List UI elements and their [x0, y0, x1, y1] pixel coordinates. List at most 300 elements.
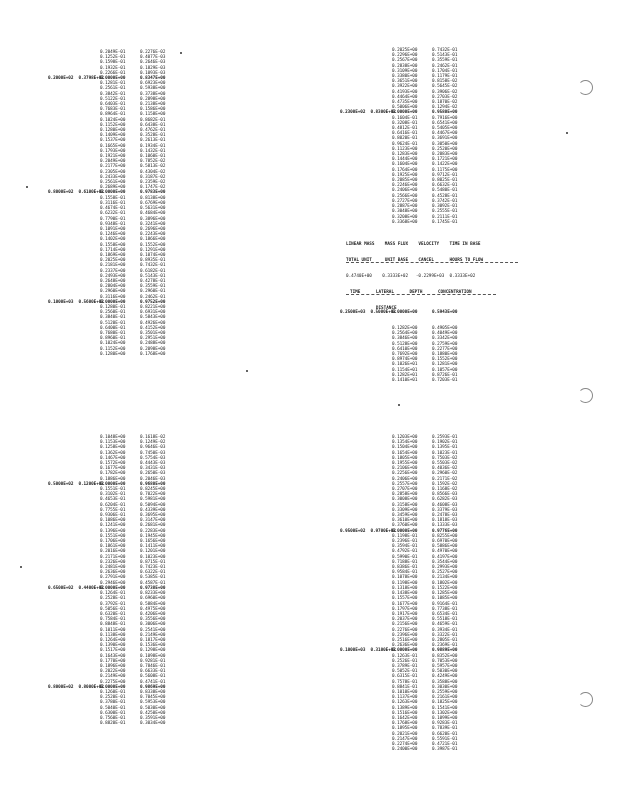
- row-value-a: 0.5052E-01: [392, 669, 418, 675]
- row-value-b: 0.1522E+00: [432, 585, 458, 591]
- row-value-b: 0.2650E-03: [140, 471, 166, 477]
- row-value-b: 0.6970E+00: [432, 539, 458, 545]
- row-value-a: 0.7560E-01: [100, 715, 126, 721]
- row-value-a: 0.2526E-01: [392, 658, 418, 664]
- row-value-a: 0.3594E-01: [392, 544, 418, 550]
- row-value-a: 0.6300E-01: [100, 710, 126, 716]
- summary-divider: [346, 262, 518, 263]
- row-value-b: 0.5030E+00: [432, 669, 458, 675]
- row-value-b: 0.1592E-02: [432, 481, 458, 487]
- row-value-a: 0.1354E+00: [392, 440, 418, 446]
- row-key: 0.9500E+02 0.9700E+02: [340, 528, 396, 534]
- row-value-b: 0.9283E-01: [432, 721, 458, 727]
- concentration-value: 0.5943E+00: [432, 310, 458, 316]
- row-value-b: 0.9281E-01: [140, 658, 166, 664]
- concentration-value: 0.1057E+00: [432, 367, 458, 373]
- row-value-b: 0.4721E-01: [432, 741, 458, 747]
- row-value-a: 0.1438E+00: [392, 591, 418, 597]
- row-value-b: 0.2083E+00: [432, 152, 458, 158]
- row-value-a: 0.2433E+00: [100, 174, 126, 180]
- row-value-b: 0.6620E-01: [432, 731, 458, 737]
- row-value-a: 0.4193E+00: [392, 89, 418, 95]
- row-value-a: 0.1263E+00: [392, 700, 418, 706]
- row-value-a: 0.2266E-01: [100, 70, 126, 76]
- row-value-a: 0.1281E-01: [100, 81, 126, 87]
- row-value-a: 0.2276E+00: [392, 627, 418, 633]
- row-value-a: 0.1955E+00: [392, 461, 418, 467]
- row-value-a: 0.9584E-01: [392, 570, 418, 576]
- row-value-b: 0.2555E-01: [432, 209, 458, 215]
- concentration-distance: 0.2564E+00: [392, 331, 418, 337]
- row-value-b: 0.4659E-01: [432, 622, 458, 628]
- row-value-a: 0.1396E+00: [100, 528, 126, 534]
- scan-speck: [20, 566, 22, 568]
- row-value-a: 0.1537E+00: [100, 138, 126, 144]
- row-value-b: 0.3241E+00: [140, 221, 166, 227]
- row-value-a: 0.3842E-01: [100, 91, 126, 97]
- row-value-a: 0.3158E+00: [392, 502, 418, 508]
- row-value-a: 0.0000E+00: [100, 684, 126, 690]
- row-value-a: 0.1516E+00: [392, 710, 418, 716]
- row-value-b: 0.1168E-02: [432, 487, 458, 493]
- row-value-a: 0.5056E-01: [100, 606, 126, 612]
- row-value-a: 0.2858E+00: [392, 492, 418, 498]
- concentration-col-head-2: DISTANCE: [350, 306, 397, 312]
- row-value-a: 0.1925E+00: [392, 172, 418, 178]
- row-key: 0.5000E+02 0.1200E+02: [48, 481, 104, 487]
- row-value-a: 0.1153E+00: [100, 440, 126, 446]
- row-value-b: 0.5884E+00: [140, 601, 166, 607]
- row-value-b: 0.2951E+00: [140, 336, 166, 342]
- row-value-a: 0.9624E-01: [392, 141, 418, 147]
- row-value-b: 0.2462E-01: [140, 294, 166, 300]
- row-value-b: 0.3695E+00: [140, 513, 166, 519]
- row-value-a: 0.3792E-01: [100, 601, 126, 607]
- row-value-b: 0.2098E+00: [140, 346, 166, 352]
- row-value-b: 0.5405E+00: [432, 126, 458, 132]
- row-value-a: 0.2256E+00: [392, 471, 418, 477]
- row-value-a: 0.3380E+00: [392, 74, 418, 80]
- row-value-b: 0.4608E-03: [432, 502, 458, 508]
- row-value-a: 0.2960E+00: [100, 289, 126, 295]
- row-value-a: 0.2406E+00: [392, 476, 418, 482]
- concentration-distance: 0.1154E+01: [392, 367, 418, 373]
- row-value-a: 0.8848E-01: [100, 622, 126, 628]
- row-value-b: 0.6438E-01: [140, 122, 166, 128]
- table-row: [48, 352, 165, 357]
- scan-speck: [566, 132, 568, 134]
- row-value-b: 0.8715E-01: [140, 559, 166, 565]
- row-value-b: 0.2541E+00: [140, 627, 166, 633]
- row-value-a: 0.3208E+00: [392, 214, 418, 220]
- row-value-a: 0.1467E+00: [100, 455, 126, 461]
- row-value-a: 0.2528E-01: [100, 596, 126, 602]
- row-value-a: 0.1805E+00: [392, 455, 418, 461]
- row-value-b: 0.6182E-01: [140, 268, 166, 274]
- summary-values: 0.4740E+00 0.3333E+02 -0.2299E+03 0.3333E+02: [346, 273, 476, 279]
- row-value-a: 0.3102E-01: [100, 492, 126, 498]
- row-value-a: 0.1086E+00: [100, 518, 126, 524]
- row-value-a: 0.7584E-01: [100, 617, 126, 623]
- row-value-b: 0.4587E-01: [140, 580, 166, 586]
- binder-hole-middle: [578, 388, 593, 403]
- row-value-b: 0.7839E-01: [432, 726, 458, 732]
- row-value-b: 0.9738E+00: [140, 585, 166, 591]
- row-value-b: 0.2520E+00: [432, 146, 458, 152]
- concentration-divider: [346, 294, 496, 295]
- row-value-b: 0.3896E+00: [140, 216, 166, 222]
- row-value-b: 0.5843E+00: [140, 315, 166, 321]
- row-value-a: 0.2305E+00: [100, 169, 126, 175]
- row-value-a: 0.2727E+00: [392, 198, 418, 204]
- row-value-a: 0.7188E-01: [392, 559, 418, 565]
- row-value-b: 0.5813E-02: [140, 164, 166, 170]
- row-key: 0.2000E+02 0.3798E+02: [48, 76, 104, 82]
- row-value-a: 0.6204E-01: [100, 502, 126, 508]
- binder-hole-bottom: [578, 692, 593, 707]
- row-value-b: 0.3006E+00: [140, 622, 166, 628]
- row-value-b: 0.3034E+00: [140, 721, 166, 727]
- row-value-b: 0.4197E+00: [432, 554, 458, 560]
- row-value-b: 0.9580E+00: [432, 110, 458, 116]
- row-value-a: 0.9348E-01: [100, 221, 126, 227]
- row-value-a: 0.2246E+00: [392, 183, 418, 189]
- row-value-a: 0.1010E+00: [392, 689, 418, 695]
- row-value-b: 0.5480E-01: [432, 188, 458, 194]
- row-value-b: 0.1179E-01: [432, 74, 458, 80]
- row-value-b: 0.2134E+00: [432, 575, 458, 581]
- row-value-b: 0.4077E-03: [140, 55, 166, 61]
- table-row: [340, 747, 457, 752]
- row-value-b: 0.3092E-01: [432, 204, 458, 210]
- row-value-a: 0.0000E+00: [392, 648, 418, 654]
- row-value-b: 0.9889E+00: [432, 648, 458, 654]
- row-value-b: 0.4684E+00: [140, 211, 166, 217]
- row-value-b: 0.2462E-01: [432, 63, 458, 69]
- row-value-b: 0.9783E+00: [140, 190, 166, 196]
- row-key: 0.8000E+02 0.6100E+02: [48, 190, 104, 196]
- concentration-value: 0.7203E-01: [432, 378, 458, 384]
- row-value-a: 0.2275E+00: [100, 679, 126, 685]
- row-value-b: 0.2527E+00: [432, 570, 458, 576]
- row-value-a: 0.3208E-01: [392, 120, 418, 126]
- row-value-a: 0.1782E+00: [100, 471, 126, 477]
- row-value-b: 0.4741E-01: [140, 679, 166, 685]
- scan-speck: [246, 370, 248, 372]
- row-value-b: 0.4278E-01: [140, 278, 166, 284]
- row-value-b: 0.2960E-01: [140, 289, 166, 295]
- row-value-b: 0.7045E+00: [140, 695, 166, 701]
- row-value-a: 0.1078E+00: [392, 575, 418, 581]
- row-value-a: 0.2049E-01: [100, 50, 126, 55]
- row-value-b: 0.1536E+00: [140, 643, 166, 649]
- row-value-a: 0.4464E+00: [392, 94, 418, 100]
- row-value-a: 0.1198E-01: [392, 533, 418, 539]
- row-value-b: 0.6322E-01: [140, 570, 166, 576]
- row-value-b: 0.2703E-02: [432, 94, 458, 100]
- row-value-b: 0.8233E+00: [140, 591, 166, 597]
- row-value-a: 0.2516E+00: [392, 637, 418, 643]
- row-value-a: 0.5120E-01: [100, 320, 126, 326]
- row-value-b: 0.5754E-03: [140, 455, 166, 461]
- row-value-a: 0.8020E-01: [392, 136, 418, 142]
- row-value-a: 0.2106E+00: [392, 466, 418, 472]
- row-value-a: 0.1604E+00: [392, 162, 418, 168]
- row-value-a: 0.2561E+00: [100, 180, 126, 186]
- row-value-b: 0.7738E-01: [432, 606, 458, 612]
- row-key: 0.2300E+02 0.8300E+02: [340, 110, 396, 116]
- row-value-b: 0.5608E-01: [140, 674, 166, 680]
- row-value-a: 0.3116E-01: [100, 200, 126, 206]
- row-value-b: 0.1249E-02: [140, 440, 166, 446]
- row-value-a: 0.1362E+00: [100, 450, 126, 456]
- table-row: [340, 220, 457, 225]
- row-value-b: 0.1945E+00: [140, 533, 166, 539]
- row-value-b: 0.1294E-02: [432, 105, 458, 111]
- row-value-b: 0.6923E+00: [140, 81, 166, 87]
- row-value-b: 0.5143E-01: [432, 53, 458, 59]
- row-value-b: 0.8255E+00: [432, 533, 458, 539]
- row-value-a: 0.1604E-01: [392, 115, 418, 121]
- concentration-first-key: [340, 310, 457, 315]
- row-value-b: 0.1541E+00: [432, 705, 458, 711]
- row-value-b: 0.9752E+00: [140, 299, 166, 305]
- row-value-b: 0.1817E+00: [140, 637, 166, 643]
- row-value-a: 0.1643E+00: [100, 653, 126, 659]
- row-value-a: 0.2025E+00: [392, 48, 418, 53]
- row-value-b: 0.1291E+00: [140, 247, 166, 253]
- row-value-a: 0.3651E+00: [392, 79, 418, 85]
- row-value-a: 0.7680E-01: [100, 330, 126, 336]
- row-value-b: 0.8338E+00: [140, 689, 166, 695]
- row-value-b: 0.4975E+00: [140, 606, 166, 612]
- row-value-b: 0.8352E+00: [432, 653, 458, 659]
- row-value-a: 0.3760E+00: [392, 523, 418, 529]
- row-value-b: 0.5030E+00: [140, 705, 166, 711]
- row-value-b: 0.2805E-01: [432, 637, 458, 643]
- row-value-b: 0.8158E-02: [432, 79, 458, 85]
- row-value-a: 0.1024E+00: [100, 117, 126, 123]
- row-value-b: 0.3691E+00: [432, 136, 458, 142]
- row-value-a: 0.1598E-01: [100, 60, 126, 66]
- row-value-a: 0.2274E+00: [392, 741, 418, 747]
- row-value-a: 0.2396E-01: [392, 539, 418, 545]
- row-value-a: 0.1280E+00: [100, 351, 126, 357]
- row-value-a: 0.2400E+00: [392, 747, 418, 753]
- row-value-a: 0.1665E+00: [100, 143, 126, 149]
- row-value-a: 0.0000E+00: [100, 76, 126, 82]
- row-value-a: 0.1654E+00: [392, 450, 418, 456]
- row-value-b: 0.1552E+00: [140, 242, 166, 248]
- row-value-b: 0.7022E+00: [140, 492, 166, 498]
- row-value-b: 0.9776E+00: [432, 528, 458, 534]
- row-value-b: 0.1618E-02: [140, 435, 166, 440]
- table-row: [48, 721, 165, 726]
- row-value-a: 0.3368E+00: [392, 219, 418, 225]
- row-value-b: 0.1802E+00: [432, 580, 458, 586]
- row-value-b: 0.5645E-02: [432, 84, 458, 90]
- row-value-a: 0.3922E+00: [392, 84, 418, 90]
- row-value-a: 0.1551E+00: [100, 533, 126, 539]
- row-value-b: 0.9869E+00: [140, 684, 166, 690]
- row-value-b: 0.3556E+00: [140, 617, 166, 623]
- row-value-a: 0.1264E+00: [100, 637, 126, 643]
- row-value-a: 0.2838E+00: [392, 63, 418, 69]
- scan-speck: [180, 52, 182, 54]
- concentration-value: 0.4049E+00: [432, 331, 458, 337]
- row-value-b: 0.1302E+00: [432, 710, 458, 716]
- concentration-row: [340, 378, 457, 383]
- row-value-a: 0.1198E+00: [392, 580, 418, 586]
- row-value-a: 0.0000E+00: [100, 190, 126, 196]
- row-value-b: 0.1721E+00: [432, 157, 458, 163]
- row-value-a: 0.0000E+00: [100, 585, 126, 591]
- concentration-value: 0.2277E+00: [432, 346, 458, 352]
- row-value-a: 0.1896E+00: [100, 663, 126, 669]
- row-value-a: 0.6403E-01: [100, 102, 126, 108]
- row-value-a: 0.4653E-01: [100, 497, 126, 503]
- row-value-b: 0.1870E-02: [432, 100, 458, 106]
- row-value-b: 0.5143E-01: [140, 273, 166, 279]
- row-value-a: 0.1677E+00: [392, 601, 418, 607]
- row-value-b: 0.2171E-02: [432, 476, 458, 482]
- row-value-b: 0.2149E+00: [140, 632, 166, 638]
- row-key: 0.6500E+02 0.4400E+02: [48, 585, 104, 591]
- row-value-a: 0.1797E+00: [392, 606, 418, 612]
- row-value-a: 0.1642E+00: [392, 715, 418, 721]
- concentration-value: 0.4905E+00: [432, 326, 458, 332]
- row-value-a: 0.1152E+00: [100, 122, 126, 128]
- data-block-bottom-left: [48, 435, 165, 726]
- row-value-b: 0.1023E-01: [432, 450, 458, 456]
- row-value-b: 0.8347E+00: [140, 76, 166, 82]
- row-value-b: 0.6282E-03: [432, 497, 458, 503]
- row-value-b: 0.2283E+00: [140, 528, 166, 534]
- row-value-a: 0.1138E+00: [100, 632, 126, 638]
- row-key: 0.1000E+03 0.3100E+02: [340, 648, 396, 654]
- row-value-a: 0.5006E+00: [392, 105, 418, 111]
- row-value-a: 0.2636E+00: [392, 643, 418, 649]
- row-value-b: 0.1395E-01: [432, 445, 458, 451]
- row-value-b: 0.1298E+00: [140, 648, 166, 654]
- row-value-a: 0.2557E+00: [392, 481, 418, 487]
- row-value-a: 0.2177E+00: [100, 164, 126, 170]
- row-value-a: 0.1252E-01: [100, 55, 126, 61]
- row-value-b: 0.1099E+00: [432, 715, 458, 721]
- row-value-a: 0.7790E-01: [100, 216, 126, 222]
- row-value-a: 0.3309E+00: [392, 507, 418, 513]
- row-value-a: 0.2396E+00: [392, 632, 418, 638]
- row-value-b: 0.3544E+00: [432, 559, 458, 565]
- row-value-b: 0.5981E+00: [140, 497, 166, 503]
- row-value-b: 0.1586E+00: [140, 107, 166, 113]
- row-value-a: 0.1048E+00: [100, 435, 126, 440]
- row-value-a: 0.1677E+00: [100, 466, 126, 472]
- row-value-a: 0.1241E+00: [100, 523, 126, 529]
- row-value-b: 0.4206E+00: [140, 611, 166, 617]
- row-value-b: 0.3738E+00: [140, 91, 166, 97]
- row-value-a: 0.2689E+00: [100, 185, 126, 191]
- row-value-b: 0.4970E+00: [432, 549, 458, 555]
- row-value-a: 0.3048E+00: [392, 209, 418, 215]
- row-value-b: 0.3050E+00: [432, 141, 458, 147]
- row-value-a: 0.6315E-01: [392, 674, 418, 680]
- row-value-a: 0.0000E+00: [392, 528, 418, 534]
- row-value-a: 0.2296E+00: [392, 53, 418, 59]
- row-value-a: 0.1714E+00: [100, 247, 126, 253]
- row-value-b: 0.8025E-01: [432, 178, 458, 184]
- row-value-a: 0.2022E+00: [100, 669, 126, 675]
- row-value-b: 0.9712E-01: [432, 172, 458, 178]
- row-value-a: 0.1895E+00: [392, 726, 418, 732]
- row-value-b: 0.1093E-03: [140, 70, 166, 76]
- row-value-b: 0.4250E+00: [140, 710, 166, 716]
- row-value-a: 0.2493E+00: [100, 273, 126, 279]
- row-value-b: 0.7053E+00: [432, 658, 458, 664]
- row-value-a: 0.1861E+00: [100, 544, 126, 550]
- concentration-key: 0.2500E+03 0.5000E+02: [340, 310, 396, 316]
- row-value-a: 0.3008E+00: [392, 497, 418, 503]
- row-value-b: 0.6541E+00: [432, 120, 458, 126]
- summary-head-line-2: TOTAL UNIT UNIT BASE CANCEL HOURS TO FLOW: [346, 258, 484, 264]
- concentration-distance: 0.5128E+00: [392, 341, 418, 347]
- row-value-a: 0.1264E-01: [100, 591, 126, 597]
- row-value-a: 0.2326E+00: [100, 559, 126, 565]
- data-block-bottom-right: [340, 435, 457, 752]
- row-value-b: 0.6534E-01: [432, 611, 458, 617]
- row-value-a: 0.2887E+00: [392, 204, 418, 210]
- row-value-b: 0.3322E-01: [432, 632, 458, 638]
- row-value-b: 0.5503E-02: [432, 461, 458, 467]
- row-value-a: 0.1444E+00: [392, 157, 418, 163]
- row-value-a: 0.8960E-01: [100, 336, 126, 342]
- row-value-a: 0.7683E-01: [100, 107, 126, 113]
- row-value-b: 0.7450E-03: [140, 450, 166, 456]
- row-value-a: 0.2181E+00: [100, 263, 126, 269]
- row-value-a: 0.8964E-01: [100, 112, 126, 118]
- row-value-b: 0.1829E-03: [140, 65, 166, 71]
- row-value-b: 0.2046E-03: [140, 476, 166, 482]
- concentration-distance: 0.1026E+01: [392, 362, 418, 368]
- row-value-b: 0.1432E-01: [140, 148, 166, 154]
- row-value-b: 0.9680E+00: [140, 481, 166, 487]
- row-value-a: 0.7578E-01: [392, 679, 418, 685]
- row-value-a: 0.2021E+00: [392, 731, 418, 737]
- row-value-b: 0.6632E-01: [432, 183, 458, 189]
- row-value-a: 0.1024E+00: [100, 341, 126, 347]
- row-value-b: 0.1902E-01: [432, 440, 458, 446]
- row-value-b: 0.1285E+00: [432, 591, 458, 597]
- data-block-top-right: [340, 48, 457, 225]
- row-value-b: 0.3147E+00: [140, 518, 166, 524]
- row-value-a: 0.1318E+00: [392, 585, 418, 591]
- row-value-b: 0.3501E+00: [140, 330, 166, 336]
- row-value-a: 0.1768E+00: [392, 721, 418, 727]
- row-value-a: 0.1770E+00: [100, 658, 126, 664]
- row-value-a: 0.6400E-01: [100, 325, 126, 331]
- row-value-b: 0.4762E-01: [140, 128, 166, 134]
- row-value-b: 0.2593E-01: [432, 435, 458, 440]
- row-value-b: 0.2359E-02: [140, 180, 166, 186]
- row-value-b: 0.8245E+00: [140, 487, 166, 493]
- row-key: 0.1000E+03 0.5600E+02: [48, 299, 104, 305]
- row-value-a: 0.9306E-01: [100, 513, 126, 519]
- row-value-a: 0.2016E+00: [100, 549, 126, 555]
- row-value-b: 0.1085E+00: [432, 596, 458, 602]
- row-value-b: 0.3987E-01: [432, 747, 458, 753]
- row-value-a: 0.1557E+00: [392, 596, 418, 602]
- row-value-a: 0.1517E+00: [100, 648, 126, 654]
